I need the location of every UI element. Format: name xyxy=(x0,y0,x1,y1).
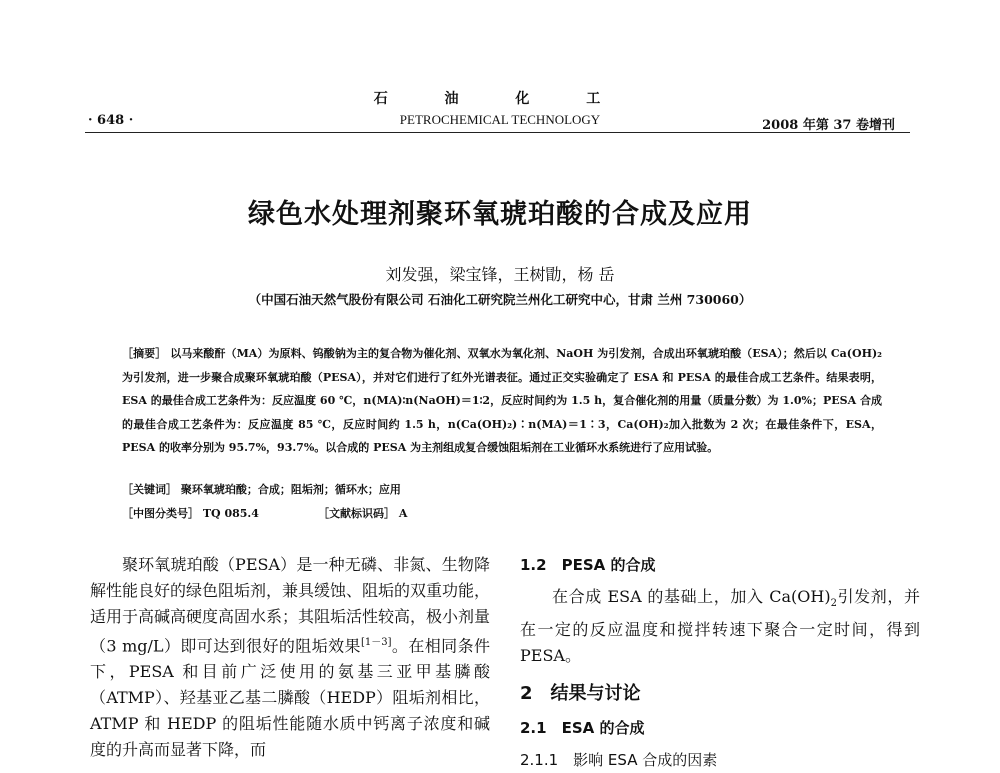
doc-code xyxy=(318,505,407,521)
abstract-text: 以马来酸酐（MA）为原料、钨酸钠为主的复合物为催化剂、双氧水为氧化剂、NaOH 为引发剂，合成出环氧琥珀酸（ESA）；然后以 Ca(OH)₂为引发剂，进一步聚合成聚环氧琥珀酸（PESA），并对它们进行了红外光谱表征。通过正交实验确定了 ESA 和 PESA 的最佳合成工艺条件。结果表明，ESA 的最佳合成工艺条件为：反应温度 60 ℃，n(MA)∶n(NaOH)＝1∶2，反应时间约为 1.5 h，复合催化剂的用量（质量分数）为 1.0%；PESA 合成的最佳合成工艺条件为：反应温度 85 ℃，反应时间约 1.5 h，n(Ca(OH)₂)∶n(MA)＝1∶3，Ca(OH)₂加入批数为 2 次；在最佳条件下，ESA，PESA 的收率分别为 95.7%，93.7%。以合成的 PESA 为主剂组成复合缓蚀阻垢剂在工业循环水系统进行了应用试验。 xyxy=(122,347,882,455)
keywords-label: ［关键词］ xyxy=(122,483,177,496)
abstract-paragraph xyxy=(122,342,882,460)
section-1-2-heading: 1.2 PESA 的合成 xyxy=(520,556,656,574)
article-title: 绿色水处理剂聚环氧琥珀酸的合成及应用 xyxy=(248,199,752,230)
section-2-1-1-heading: 2.1.1 影响 ESA 合成的因素 xyxy=(520,751,718,770)
intro-text-2: 。在相同条件下，PESA 和目前广泛使用的氨基三亚甲基膦酸（ATMP）、羟基亚乙基二膦酸（HEDP）阻垢剂相比，ATMP 和 HEDP 的阻垢性能随水质中钙离子浓度和碱度的升高而显著下降，而 xyxy=(90,636,490,760)
class-value: TQ 085.4 xyxy=(202,507,259,520)
section-2-1-heading: 2.1 ESA 的合成 xyxy=(520,719,645,738)
doc-value: A xyxy=(398,507,408,520)
abstract xyxy=(122,342,882,460)
doc-label: ［文献标识码］ xyxy=(318,507,395,520)
header-rule xyxy=(85,132,910,133)
reference-citation: [1－3] xyxy=(360,637,392,648)
intro-text-1: 聚环氧琥珀酸（PESA）是一种无磷、非氮、生物降解性能良好的绿色阻垢剂，兼具缓蚀、阻垢的双重功能，适用于高碱高硬度高固水系；其阻垢活性较高，极小剂量（3 mg/L）即可达到很好的阻垢效果 xyxy=(90,555,491,656)
body-right-column xyxy=(520,552,920,773)
page-number: · 648 · xyxy=(88,113,134,128)
authors: 刘发强，梁宝锋，王树勖，杨 岳 xyxy=(385,265,615,284)
body-left-column xyxy=(90,552,490,763)
abstract-label: ［摘要］ xyxy=(122,347,167,360)
section-1-2-paragraph xyxy=(520,584,920,669)
keywords xyxy=(122,481,401,497)
journal-name-en: PETROCHEMICAL TECHNOLOGY xyxy=(399,112,601,127)
pesa-text-a: 在合成 ESA 的基础上，加入 Ca(OH) xyxy=(552,587,831,606)
class-label: ［中图分类号］ xyxy=(122,507,199,520)
affiliation: （中国石油天然气股份有限公司 石油化工研究院兰州化工研究中心，甘肃 兰州 730060） xyxy=(248,292,752,307)
journal-name-cn: 石 油 化 工 xyxy=(373,91,627,107)
keywords-text: 聚环氧琥珀酸；合成；阻垢剂；循环水；应用 xyxy=(180,483,401,496)
section-2-heading: 2 结果与讨论 xyxy=(520,683,641,705)
classification xyxy=(122,505,259,521)
intro-paragraph xyxy=(90,552,490,763)
issue-info: 2008 年第 37 卷增刊 xyxy=(762,118,895,133)
pesa-text-b: 引发剂，并在一定的反应温度和搅拌转速下聚合一定时间，得到 PESA。 xyxy=(520,587,920,666)
subscript-2: 2 xyxy=(830,598,837,610)
